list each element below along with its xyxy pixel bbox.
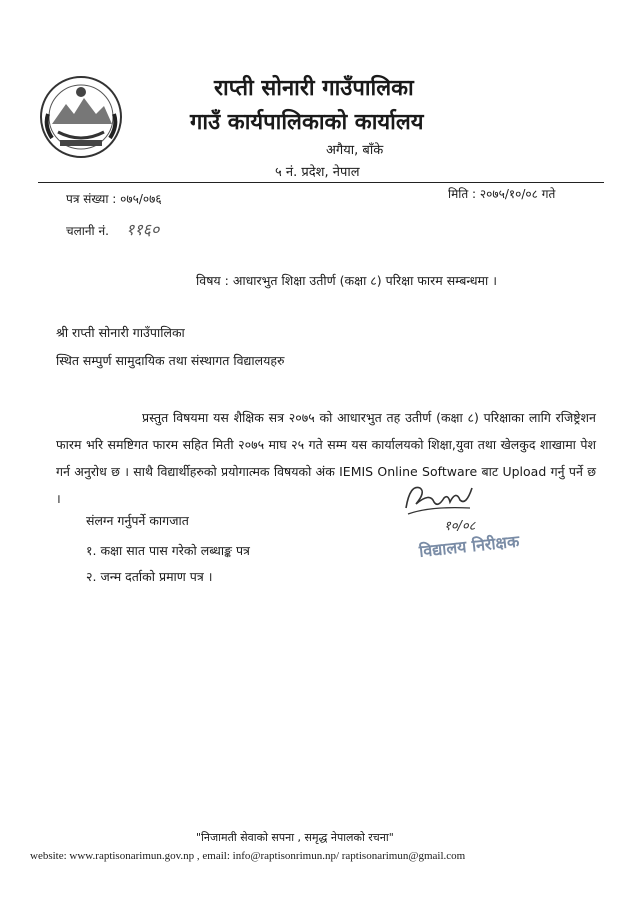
header-divider [38, 182, 604, 183]
address-line-1: अगैया, बाँके [326, 143, 384, 158]
enclosures-heading: संलग्न गर्नुपर्ने कागजात [86, 513, 189, 528]
office-name: राप्ती सोनारी गाउँपालिका [214, 76, 414, 101]
letter-subject: विषय : आधारभुत शिक्षा उतीर्ण (कक्षा ८) परिक्षा फारम सम्बन्धमा । [196, 273, 497, 288]
letter-date: मिति : २०७५/१०/०८ गते [448, 187, 556, 201]
enclosure-item: १. कक्षा सात पास गरेको लब्धाङ्क पत्र [86, 543, 250, 558]
inspector-stamp: विद्यालय निरीक्षक [418, 531, 521, 561]
reference-number: पत्र संख्या : ०७५/०७६ [66, 192, 162, 206]
body-paragraph: प्रस्तुत विषयमा यस शैक्षिक सत्र २०७५ को आधारभुत तह उतीर्ण (कक्षा ८) परिक्षाका लागि रजिष्ट्रेशन फारम भरि समष्टिगत फारम सहित मिती २०७५ माघ २५ गते सम्म यस कार्यालयको शिक्षा,युवा तथा खेलकुद शाखामा पेश गर्न अनुरोध छ । साथै विद्यार्थीहरुको प्रयोगात्मक विषयको अंक IEMIS Online Software बाट Upload गर्नु पर्ने छ । [56, 410, 596, 506]
address-line-2: ५ नं. प्रदेश, नेपाल [275, 165, 360, 180]
government-emblem-icon [38, 74, 124, 160]
dispatch-number: ११६० [126, 220, 160, 239]
dispatch-label: चलानी नं. [66, 224, 109, 238]
recipient-line-2: स्थित सम्पुर्ण सामुदायिक तथा संस्थागत विद्यालयहरु [56, 353, 285, 368]
enclosure-item: २. जन्म दर्ताको प्रमाण पत्र । [86, 569, 213, 584]
signature-date: १०/०८ [444, 519, 476, 534]
recipient-line-1: श्री राप्ती सोनारी गाउँपालिका [56, 325, 185, 340]
letter-body [56, 404, 596, 512]
footer-contact: website: www.raptisonarimun.gov.np , email: info@raptisonrimun.np/ raptisonarimun@gmail.com [30, 850, 466, 862]
office-subtitle: गाउँ कार्यपालिकाको कार्यालय [190, 110, 424, 135]
footer-motto: "निजामती सेवाको सपना , समृद्ध नेपालको रचना" [196, 831, 394, 844]
